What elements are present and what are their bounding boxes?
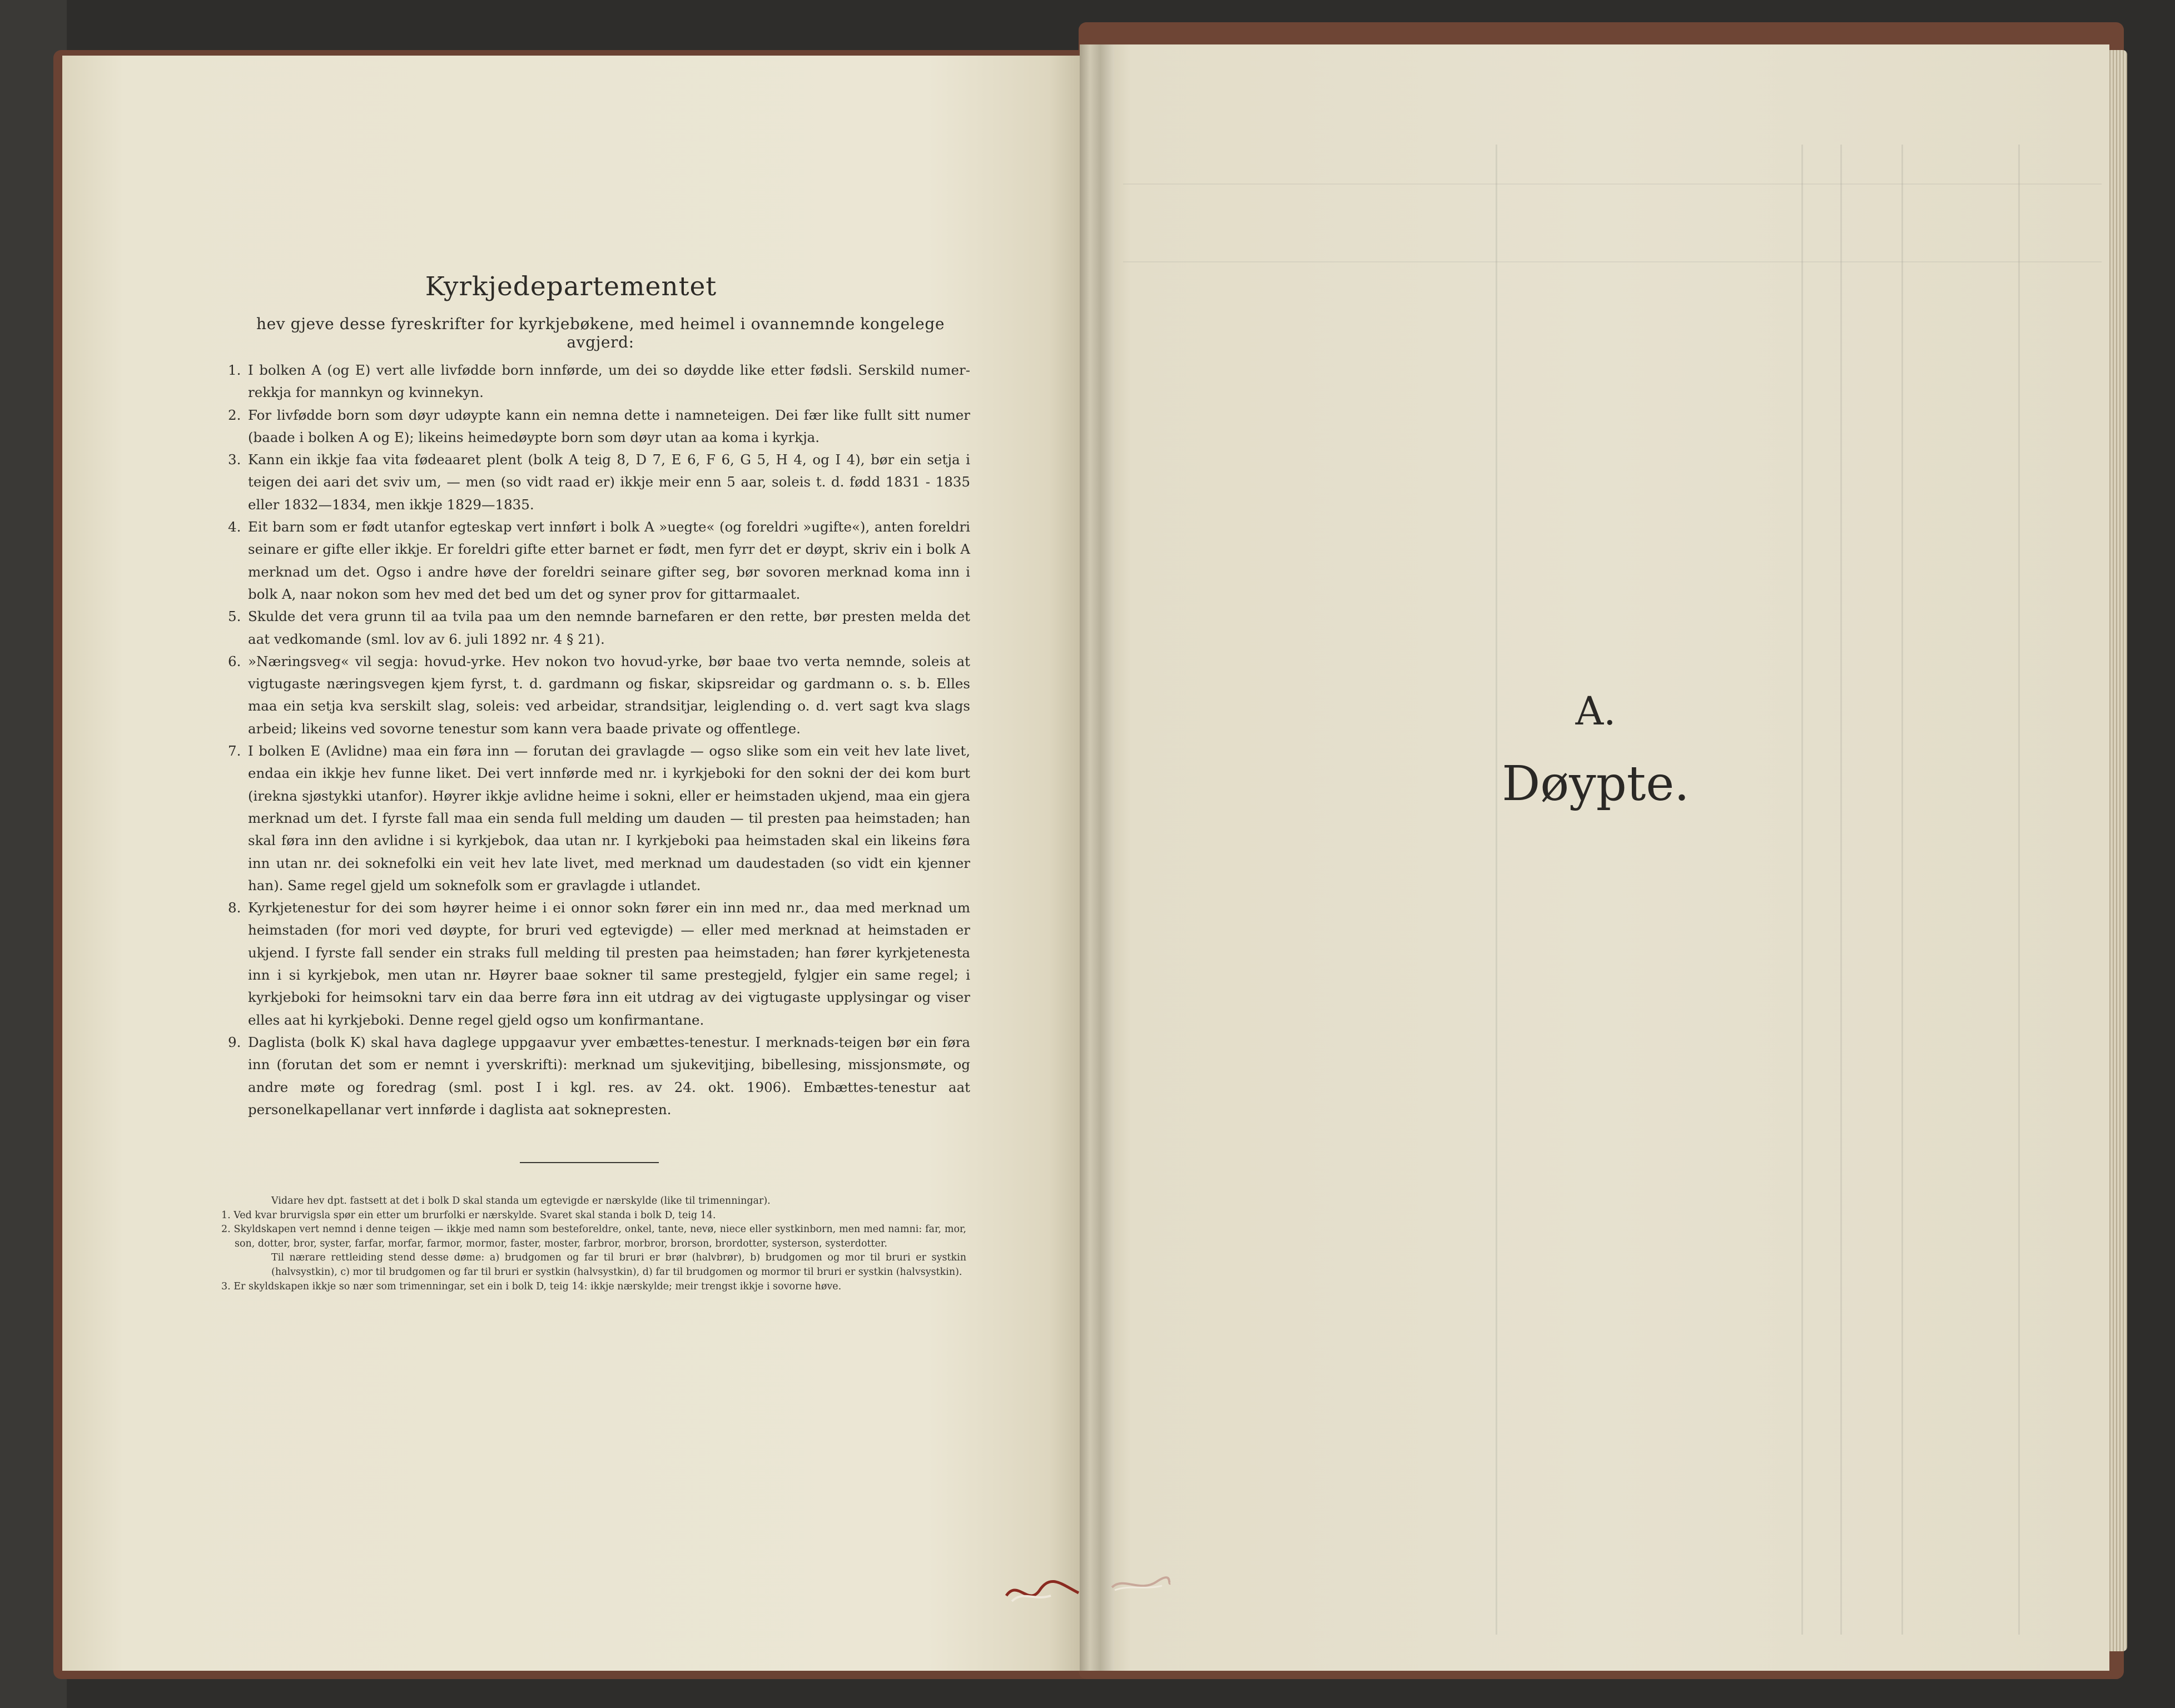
- section-letter: A.: [1575, 688, 1616, 734]
- footnote-intro: Vidare hev dpt. fastsett at det i bolk D skal standa um egtevigde er nærskylde (like til trimenningar).: [271, 1195, 771, 1206]
- footnote-2: 2. Skyldskapen vert nemnd i denne teigen — ikkje med namn som besteforeldre, onkel, tante, nevø, niece eller systkinborn, men med namni: far, mor, son, dotter, bror, syster, farfar, morfar, farmor, mormor, faster, moster, farbror, morbror, brorson, brordotter, systerson, systerdotter.: [221, 1224, 966, 1249]
- page-subtitle: hev gjeve desse fyreskrifter for kyrkjebøkene, med heimel i ovannemnde kongelege avgjerd:: [256, 315, 945, 351]
- rule-item: 8. Kyrkjetenestur for dei som høyrer heime i ei onnor sokn fører ein inn med nr., daa med merknad um heimstaden (for mori ved døypte, for bruri ved egtevigde) — eller med merknad at heimstaden er ukjend. I fyrste fall sender ein straks full melding til presten paa heimstaden; han fører kyrkjetenesta inn i si kyrkjebok, men utan nr. Høyrer baae sokner til same prestegjeld, fylgjer ein same regel; i kyrkjeboki for heimsokni tarv ein daa berre føra inn eit utdrag av dei vigtugaste upplysingar og viser elles aat hi kyrkjeboki. Denne regel gjeld ogso um konfirmantane.: [228, 900, 970, 1028]
- rule-item: 1. I bolken A (og E) vert alle livfødde born innførde, um dei so døydde like etter fødsli. Serskild numer-rekkja for mannkyn og kvinnekyn.: [228, 362, 970, 401]
- footnote-2-example: Til nærare rettleiding stend desse døme: a) brudgomen og far til bruri er brør (halvbrør), b) brudgomen og mor til bruri er systkin (halvsystkin), c) mor til brudgomen og far til bruri er systkin (halvsystkin), d) far til brudgomen og mormor til bruri er systkin (halvsystkin).: [271, 1252, 966, 1278]
- rule-item: 5. Skulde det vera grunn til aa tvila paa um den nemnde barnefaren er den rette, bør presten melda det aat vedkomande (sml. lov av 6. juli 1892 nr. 4 § 21).: [228, 608, 970, 647]
- footnote-1: 1. Ved kvar brurvigsla spør ein etter um brurfolki er nærskylde. Svaret skal standa i bolk D, teig 14.: [221, 1209, 716, 1221]
- section-title: Døypte.: [1502, 756, 1690, 812]
- binding-thread-left: [1001, 1568, 1084, 1612]
- page-stack-edge: [2107, 50, 2127, 1651]
- rule-item: 3. Kann ein ikkje faa vita fødeaaret plent (bolk A teig 8, D 7, E 6, F 6, G 5, H 4, og I 4), bør ein setja i teigen dei aari det sviv um, — men (so vidt raad er) ikkje meir enn 5 aar, soleis t. d. fødd 1831 - 1835 eller 1832—1834, men ikkje 1829—1835.: [228, 451, 970, 513]
- rule-item: 7. I bolken E (Avlidne) maa ein føra inn — forutan dei gravlagde — ogso slike som ein veit hev late livet, endaa ein ikkje hev funne liket. Dei vert innførde med nr. i kyrkjeboki for den sokni der dei kom burt (irekna sjøstykki utanfor). Høyrer ikkje avlidne heime i sokni, eller er heimstaden ukjend, maa ein gjera merknad um det. I fyrste fall maa ein senda full melding um dauden — til presten paa heimstaden; han skal føra inn den avlidne i si kyrkjebok, daa utan nr. I kyrkjeboki paa heimstaden skal ein likeins føra inn utan nr. dei soknefolki ein veit hev late livet, med merknad um daudestaden (so vidt ein kjenner han). Same regel gjeld um soknefolk som er gravlagde i utlandet.: [228, 743, 970, 893]
- right-page: [1090, 44, 2109, 1671]
- section-divider: [520, 1162, 659, 1163]
- rule-item: 9. Daglista (bolk K) skal hava daglege uppgaavur yver embættes-tenestur. I merknads-teigen bør ein føra inn (forutan det som er nemnt i yverskrifti): merknad um sjukevitjing, bibellesing, missjonsmøte, og andre møte og foredrag (sml. post I i kgl. res. av 24. okt. 1906). Embættes-tenestur aat personelkapellanar vert innførde i daglista aat soknepresten.: [228, 1034, 970, 1118]
- page-title: Kyrkjedepartementet: [425, 271, 717, 302]
- rule-item: 6. »Næringsveg« vil segja: hovud-yrke. Hev nokon tvo hovud-yrke, bør baae tvo verta nemnde, soleis at vigtugaste næringsvegen kjem fyrst, t. d. gardmann og fiskar, skipsreidar og gardmann o. s. b. Elles maa ein setja kva serskilt slag, soleis: ved arbeidar, strandsitjar, leiglending o. d. vert sagt kva slags arbeid; likeins ved sovorne tenestur som kann vera baade private og offentlege.: [228, 653, 970, 737]
- binding-thread-right: [1106, 1568, 1173, 1601]
- footnotes: [221, 1194, 966, 1294]
- rule-item: 4. Eit barn som er født utanfor egteskap vert innført i bolk A »uegte« (og foreldri »ugifte«), anten foreldri seinare er gifte eller ikkje. Er foreldri gifte etter barnet er født, men fyrr det er døypt, skriv ein i bolk A merknad um det. Ogso i andre høve der foreldri seinare gifter seg, bør sovoren merknad koma inn i bolk A, naar nokon som hev med det bed um det og syner prov for gittarmaalet.: [228, 519, 970, 602]
- book-gutter: [1080, 44, 1114, 1671]
- rule-item: 2. For livfødde born som døyr udøypte kann ein nemna dette i namneteigen. Dei fær like fullt sitt numer (baade i bolken A og E); likeins heimedøypte born som døyr utan aa koma i kyrkja.: [228, 406, 970, 445]
- footnote-3: 3. Er skyldskapen ikkje so nær som trimenningar, set ein i bolk D, teig 14: ikkje nærskylde; meir trengst ikkje i sovorne høve.: [221, 1280, 842, 1292]
- rules-list: [228, 359, 970, 1121]
